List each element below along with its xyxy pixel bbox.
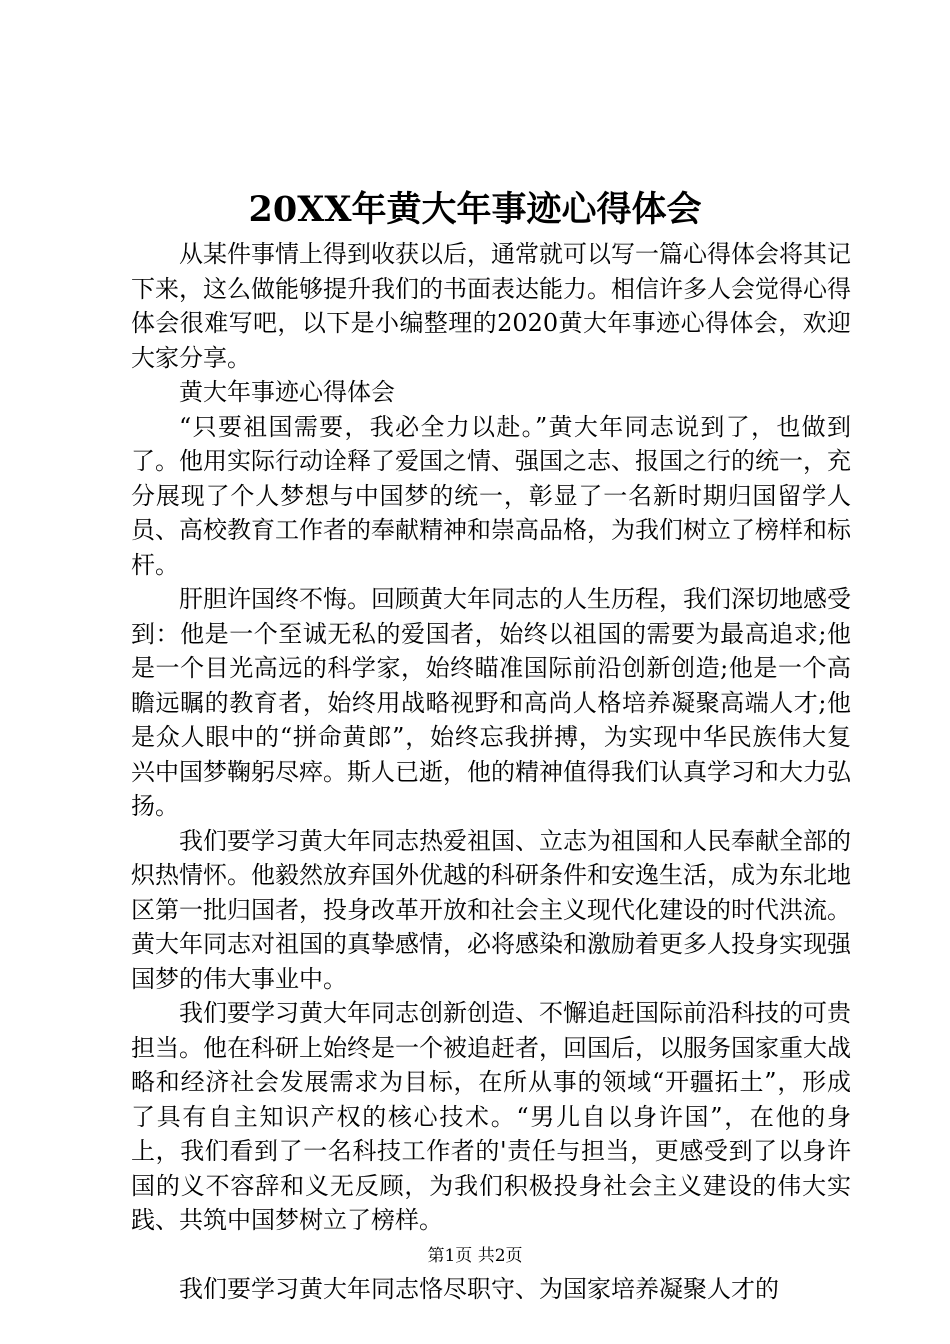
document-title: 20XX年黄大年事迹心得体会 <box>248 189 702 230</box>
paragraph-intro: 从某件事情上得到收获以后，通常就可以写一篇心得体会将其记下来，这么做能够提升我们的书面表达能力。相信许多人会觉得心得体会很难写吧，以下是小编整理的2020黄大年事迹心得体会，欢迎大家分享。 <box>131 240 851 372</box>
paragraph-patriotism: 我们要学习黄大年同志热爱祖国、立志为祖国和人民奉献全部的炽热情怀。他毅然放弃国外优越的科研条件和安逸生活，成为东北地区第一批归国者，投身改革开放和社会主义现代化建设的时代洪流。黄大年同志对祖国的真挚感情，必将感染和激励着更多人投身实现强国梦的伟大事业中。 <box>131 826 851 993</box>
paragraph-duty: 我们要学习黄大年同志恪尽职守、为国家培养凝聚人才的 <box>179 1274 779 1303</box>
paragraph-innovation: 我们要学习黄大年同志创新创造、不懈追赶国际前沿科技的可贵担当。他在科研上始终是一个被追赶者，回国后，以服务国家重大战略和经济社会发展需求为目标，在所从事的领域“开疆拓土”，形成了具有自主知识产权的核心技术。“男儿自以身许国”，在他的身上，我们看到了一名科技工作者的'责任与担当，更感受到了以身许国的义不容辞和义无反顾，为我们积极投身社会主义建设的伟大实践、共筑中国梦树立了榜样。 <box>131 999 851 1234</box>
page-number-footer: 第1页 共2页 <box>427 1246 523 1266</box>
paragraph-quote: “只要祖国需要，我必全力以赴。”黄大年同志说到了，也做到了。他用实际行动诠释了爱国之情、强国之志、报国之行的统一，充分展现了个人梦想与中国梦的统一，彰显了一名新时期归国留学人员、高校教育工作者的奉献精神和崇高品格，为我们树立了榜样和标杆。 <box>131 412 851 579</box>
paragraph-subheading: 黄大年事迹心得体会 <box>179 378 395 406</box>
paragraph-dedication: 肝胆许国终不悔。回顾黄大年同志的人生历程，我们深切地感受到：他是一个至诚无私的爱国者，始终以祖国的需要为最高追求;他是一个目光高远的科学家，始终瞄准国际前沿创新创造;他是一个高瞻远瞩的教育者，始终用战略视野和高尚人格培养凝聚高端人才;他是众人眼中的“拼命黄郎”，始终忘我拼搏，为实现中华民族伟大复兴中国梦鞠躬尽瘁。斯人已逝，他的精神值得我们认真学习和大力弘扬。 <box>131 585 851 820</box>
document-body <box>131 237 851 1306</box>
